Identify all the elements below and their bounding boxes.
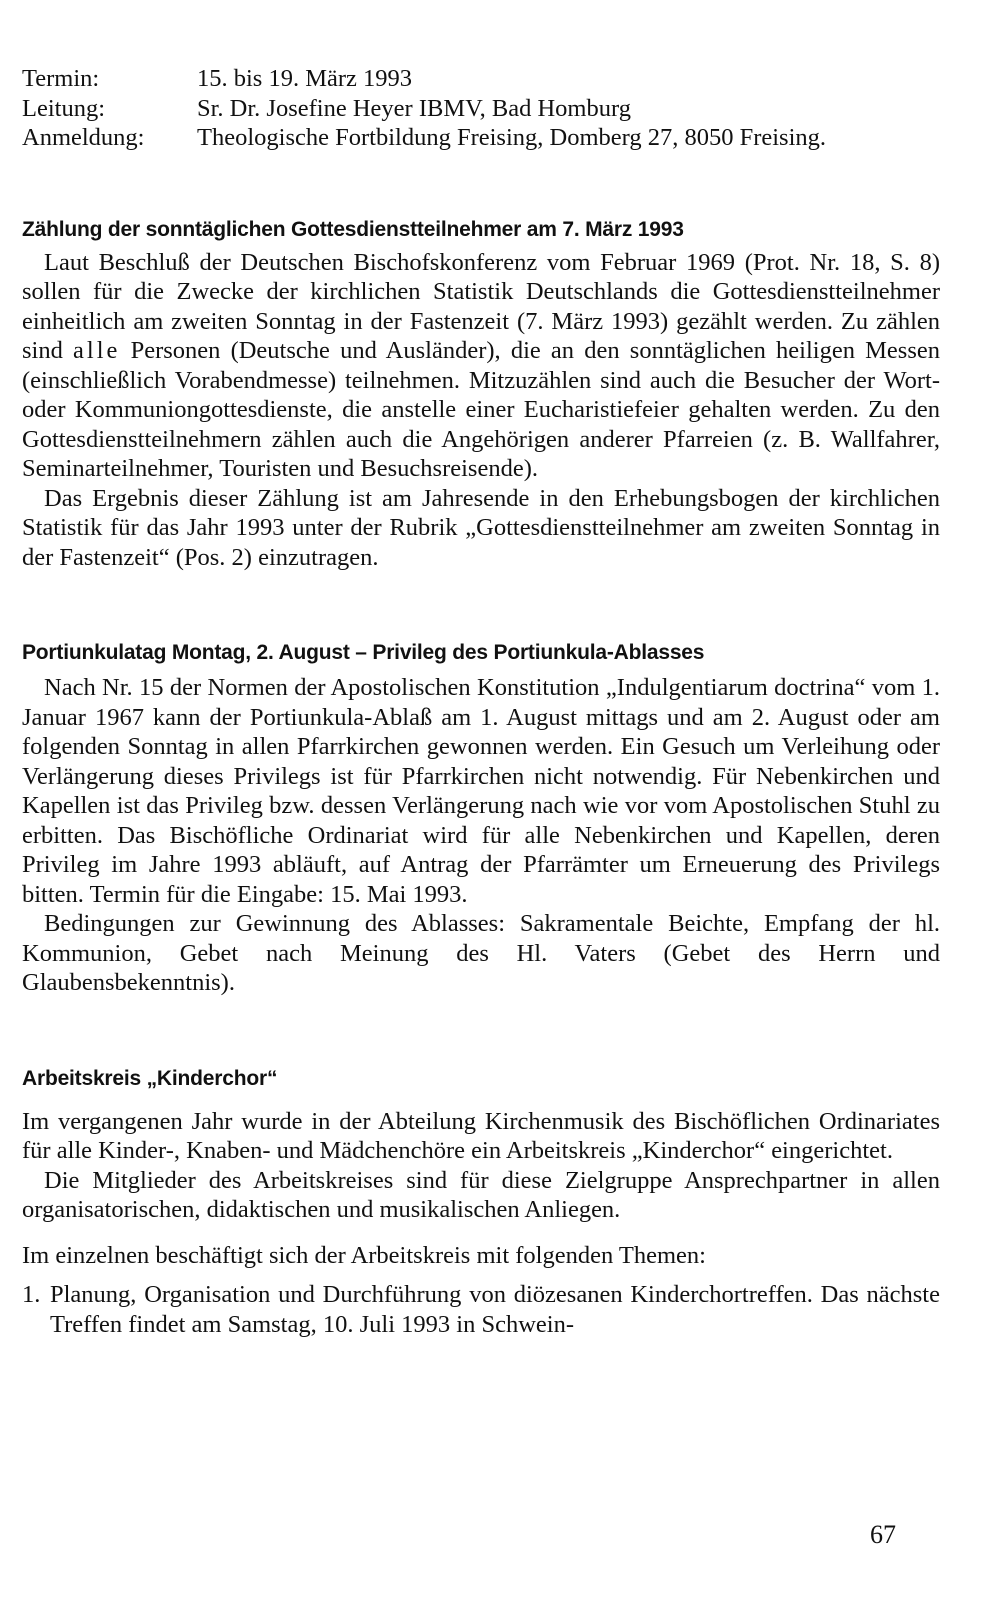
termin-value: 15. bis 19. März 1993 xyxy=(197,65,413,92)
paragraph-kinderchor-einrichtung: Im vergangenen Jahr wurde in der Abteilung Kirchenmusik des Bischöflichen Ordinariates für alle Kinder-, Knaben- und Mädchenchöre ein Arbeitskreis „Kinderchor“ eingerichtet. xyxy=(22,1107,940,1164)
leitung-value: Sr. Dr. Josefine Heyer IBMV, Bad Homburg xyxy=(197,94,631,122)
document-page xyxy=(22,64,940,1339)
list-item xyxy=(22,1280,940,1339)
themen-list xyxy=(22,1280,940,1339)
section-heading-gottesdienstzaehlung: Zählung der sonntäglichen Gottesdienstteilnehmer am 7. März 1993 xyxy=(22,217,684,241)
section-heading-portiunkula: Portiunkulatag Montag, 2. August – Privileg des Portiunkula-Ablasses xyxy=(22,641,705,664)
paragraph-portiunkula-normen: Nach Nr. 15 der Normen der Apostolischen Konstitution „Indulgentiarum doctrina“ vom 1. Januar 1967 kann der Portiunkula-Ablaß am 1. August mittags und am 2. August oder am folgenden Sonntag in allen Pfarrkirchen gewonnen werden. Ein Gesuch um Verleihung oder Verlängerung dieses Privilegs ist für Pfarrkirchen nicht notwendig. Für Nebenkirchen und Kapellen ist das Privileg bzw. dessen Verlängerung nach wie vor vom Apostolischen Stuhl zu erbitten. Das Bischöfliche Ordinariat wird für alle Nebenkirchen und Kapellen, deren Privileg im Jahre 1993 abläuft, auf Antrag der Pfarrämter um Erneuerung des Privilegs bitten. Termin für die Eingabe: 15. Mai 1993. xyxy=(22,674,940,908)
list-item-number: 1. xyxy=(22,1281,41,1308)
emphasis-alle: alle xyxy=(73,337,121,364)
paragraph-portiunkula-bedingungen: Bedingungen zur Gewinnung des Ablasses: Sakramentale Beichte, Empfang der hl. Kommunion, Gebet nach Meinung des Hl. Vaters (Gebet des Herrn und Glaubensbekenntnis). xyxy=(22,910,940,996)
anmeldung-label: Anmeldung: xyxy=(22,124,145,151)
paragraph-kinderchor-mitglieder: Die Mitglieder des Arbeitskreises sind für diese Zielgruppe Ansprechpartner in allen organisatorischen, didaktischen und musikalischen Anliegen. xyxy=(22,1166,940,1223)
leitung-label: Leitung: xyxy=(22,94,106,122)
list-item-text: Planung, Organisation und Durchführung von diözesanen Kinderchortreffen. Das nächste Treffen findet am Samstag, 10. Juli 1993 in Schwein- xyxy=(50,1281,940,1338)
paragraph-kinderchor-themen: Im einzelnen beschäftigt sich der Arbeitskreis mit folgenden Themen: xyxy=(22,1241,706,1269)
section-heading-kinderchor: Arbeitskreis „Kinderchor“ xyxy=(22,1066,278,1090)
text-run: Laut Beschluß der Deutschen Bischofskonferenz vom Februar 1969 (Prot. Nr. 18, S. 8) sollen für die Zwecke der kirchlichen Statistik Deutschlands die Gottesdienstteilnehmer einheitlich am zweiten Sonntag in der Fastenzeit (7. März 1993) gezählt werden. Zu zählen sind xyxy=(22,248,940,364)
paragraph-zaehlung-ergebnis: Das Ergebnis dieser Zählung ist am Jahresende in den Erhebungsbogen der kirchlichen Statistik für das Jahr 1993 unter der Rubrik „Gottesdienstteilnehmer am zweiten Sonntag in der Fastenzeit“ (Pos. 2) einzutragen. xyxy=(22,484,940,571)
text-run: Personen (Deutsche und Ausländer), die an den sonntäglichen heiligen Messen (einschließlich Vorabendmesse) teilnehmen. Mitzuzählen sind auch die Besucher der Wort- oder Kommuniongottesdienste, die anstelle einer Eucharistiefeier gehalten werden. Zu den Gottesdienstteilnehmern zählen auch die Angehörigen anderer Pfarreien (z. B. Wallfahrer, Seminarteilnehmer, Touristen und Besuchsreisende). xyxy=(22,337,940,482)
page-number: 67 xyxy=(870,1520,896,1549)
anmeldung-value: Theologische Fortbildung Freising, Domberg 27, 8050 Freising. xyxy=(197,124,827,151)
event-info xyxy=(22,64,940,153)
paragraph-zaehlung-beschluss xyxy=(22,248,940,484)
termin-label: Termin: xyxy=(22,65,100,92)
